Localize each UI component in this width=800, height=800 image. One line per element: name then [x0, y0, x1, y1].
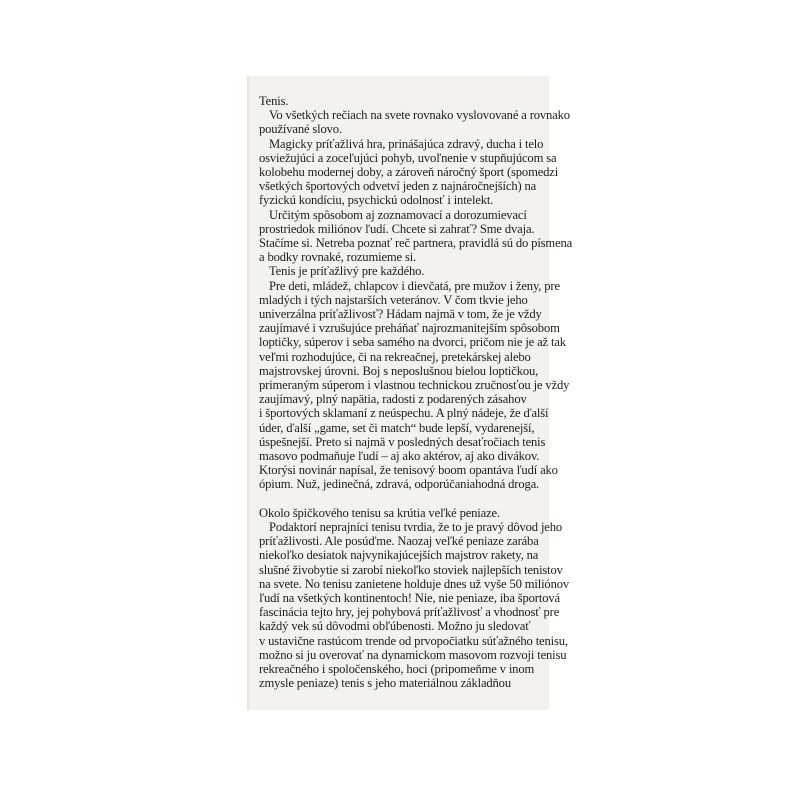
text-line: Vo všetkých rečiach na svete rovnako vyslovované a rovnako — [269, 108, 570, 123]
text-line: Magicky príťažlivá hra, prinášajúca zdravý, ducha i telo — [269, 136, 544, 151]
text-line: veľmi rozhodujúce, či na rekreačnej, pretekárskej alebo — [259, 349, 531, 364]
text-line: ópium. Nuž, jedinečná, zdravá, odporúčaniahodná droga. — [259, 477, 540, 492]
text-line: Stačíme si. Netreba poznať reč partnera, pravidlá sú do písmena — [259, 236, 573, 251]
text-line: príťažlivosti. Ale posúďme. Naozaj veľké peniaze zarába — [259, 534, 539, 549]
text-line: Podaktorí neprajníci tenisu tvrdia, že to je pravý dôvod jeho — [269, 519, 563, 534]
text-line: primeraným súperom i vlastnou technickou zručnosťou je vždy — [259, 378, 570, 393]
text-line: Tenis. — [259, 94, 289, 108]
text-block-tennis-intro — [259, 94, 573, 492]
text-block-tennis-money — [259, 505, 570, 691]
text-line: na svete. No tenisu zanietene holduje dnes už vyše 50 miliónov — [259, 576, 570, 591]
text-line: prostriedok miliónov ľudí. Chcete si zahrať? Sme dvaja. — [259, 221, 535, 236]
text-line: kolobehu modernej doby, a zároveň náročný šport (spomedzi — [259, 165, 559, 180]
text-line: fyzickú kondíciu, psychickú odolnosť i intelekt. — [259, 193, 494, 208]
text-line: Pre deti, mládež, chlapcov i dievčatá, pre mužov i ženy, pre — [269, 278, 560, 293]
text-line: zaujímavý, plný napätia, radosti z podarených zásahov — [259, 392, 527, 407]
paragraph-gap — [259, 492, 549, 506]
text-line: loptičky, súperov i seba samého na dvorci, pričom nie je až tak — [259, 335, 566, 350]
page-text — [259, 94, 573, 691]
text-line: zaujímavé i vzrušujúce preháňať najrozmanitejším spôsobom — [259, 321, 560, 336]
text-line: rekreačného i spoločenského, hoci (pripomeňme v inom — [259, 661, 535, 676]
text-line: zmysle peniaze) tenis s jeho materiálnou základňou — [259, 676, 511, 691]
text-line: slušné živobytie si zarobí niekoľko stoviek najlepších tenistov — [259, 562, 563, 577]
text-line: i športových sklamaní z neúspechu. A plný nádeje, že ďalší — [259, 406, 549, 421]
text-line: mladých i tých najstarších veteránov. V čom tkvie jeho — [259, 292, 528, 307]
text-line: používané slovo. — [259, 122, 342, 137]
text-line: v ustavične rastúcom trende od prvopočiatku súťažného tenisu, — [259, 633, 568, 648]
text-line: fascinácia tejto hry, jej pohybová príťažlivosť a vhodnosť pre — [259, 605, 560, 620]
text-line: úder, ďalší „game, set či match“ bude lepší, vydarenejší, — [259, 420, 535, 435]
text-line: osviežujúci a zoceľujúci pohyb, uvoľnenie v stupňujúcom sa — [259, 150, 557, 165]
text-line: možno si ju overovať na dynamickom masovom rozvoji tenisu — [259, 647, 567, 662]
text-line: úspešnejší. Preto si najmä v posledných desaťročiach tenis — [259, 434, 546, 449]
text-line: univerzálna príťažlivosť? Hádam najmä v tom, že je vždy — [259, 307, 542, 322]
text-line: a bodky rovnaké, rozumieme si. — [259, 250, 417, 265]
text-line: všetkých športových odvetví jeden z najnáročnejších) na — [259, 179, 537, 194]
text-line: Určitým spôsobom aj zoznamovací a dorozumievací — [269, 207, 527, 222]
text-line: ľudí na všetkých kontinentoch! Nie, nie peniaze, iba športová — [259, 590, 560, 605]
text-line: každý vek sú dôvodmi obľúbenosti. Možno ju sledovať — [259, 619, 531, 634]
text-line: Tenis je príťažlivý pre každého. — [269, 264, 425, 279]
text-line: Ktorýsi novinár napísal, že tenisový boom opantáva ľudí ako — [259, 463, 558, 478]
text-line: Okolo špičkového tenisu sa krútia veľké peniaze. — [259, 505, 500, 520]
text-line: niekoľko desiatok najvynikajúcejších majstrov rakety, na — [259, 548, 539, 563]
text-line: masovo podmaňuje ľudí – aj ako aktérov, aj ako divákov. — [259, 449, 540, 464]
text-line: majstrovskej úrovni. Boj s neposlušnou bielou loptičkou, — [259, 363, 539, 378]
